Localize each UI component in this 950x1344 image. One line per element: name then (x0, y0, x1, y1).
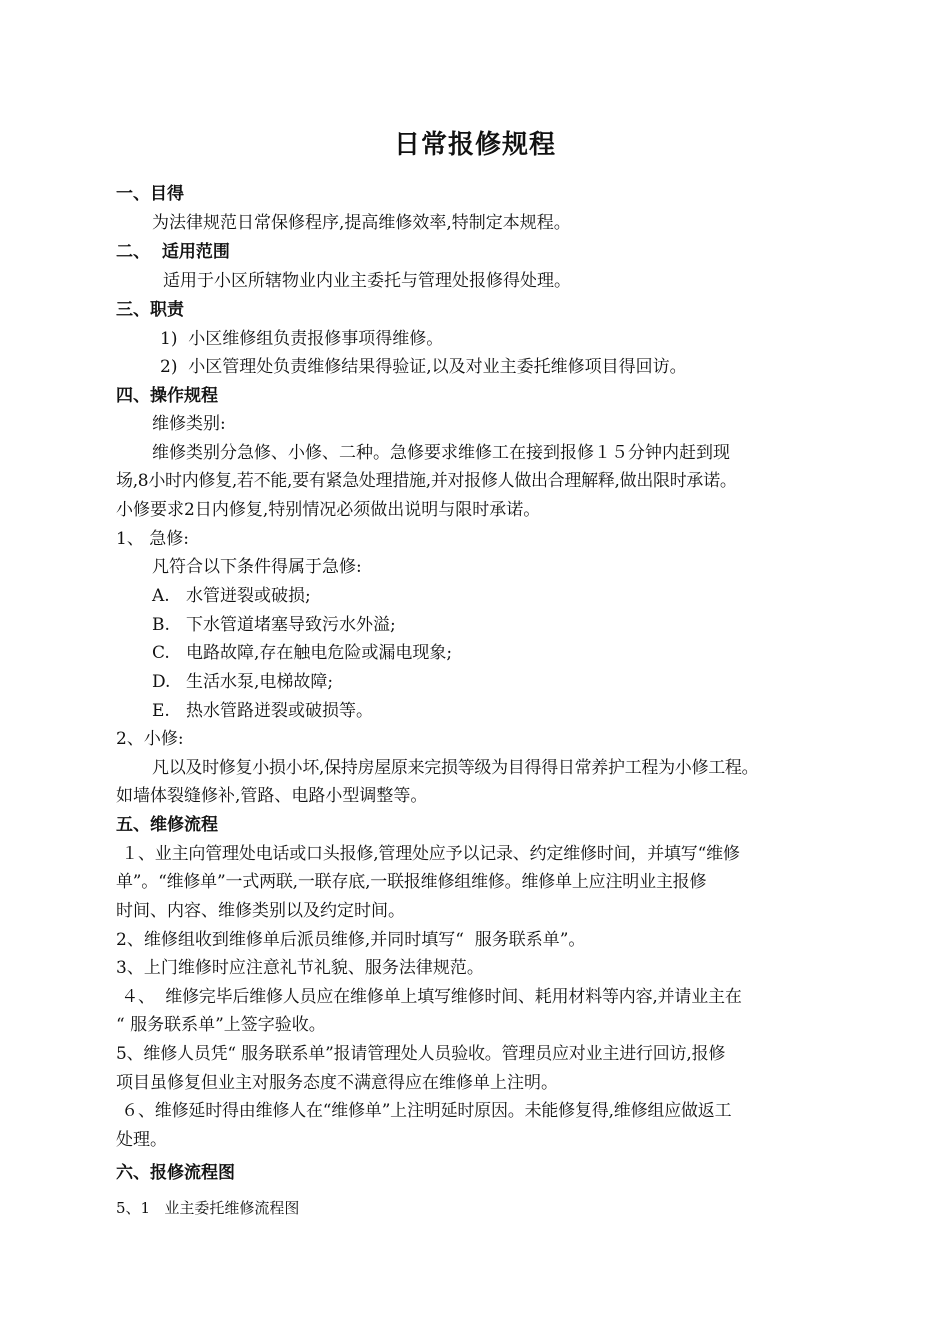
document-title: 日常报修规程 (393, 130, 556, 160)
flow-line: 处理。 (116, 1130, 167, 1150)
flow-line: ４、 维修完毕后维修人员应在维修单上填写维修时间、耗用材料等内容,并请业主在 (116, 987, 742, 1007)
urgent-item-letter: B. (152, 615, 170, 635)
urgent-item (152, 641, 452, 665)
scope-text: 适用于小区所辖物业内业主委托与管理处报修得处理。 (163, 271, 571, 291)
flow-line: 单”。“维修单”一式两联,一联存底,一联报维修组维修。维修单上应注明业主报修 (116, 872, 707, 892)
urgent-heading: 1、 急修: (116, 529, 189, 549)
flow-line: １、业主向管理处电话或口头报修,管理处应予以记录、约定维修时间，并填写“维修 (116, 844, 740, 864)
flow-line: “ 服务联系单”上签字验收。 (116, 1015, 326, 1035)
urgent-item-text: 电路故障,存在触电危险或漏电现象; (186, 643, 453, 663)
flowchart-subheading: 5、1 业主委托维修流程图 (116, 1199, 300, 1217)
urgent-item-text: 生活水泵,电梯故障; (186, 672, 334, 692)
urgent-intro: 凡符合以下条件得属于急修: (152, 557, 362, 577)
category-paragraph-line: 场,8小时内修复,若不能,要有紧急处理措施,并对报修人做出合理解释,做出限时承诺。 (116, 471, 737, 491)
urgent-item-text: 下水管道堵塞导致污水外溢; (186, 615, 396, 635)
section-heading-duties: 三、职责 (116, 300, 184, 320)
section-heading-purpose: 一、目得 (116, 184, 184, 204)
duty-item: 1) 小区维修组负责报修事项得维修。 (160, 329, 444, 349)
urgent-item-letter: E. (152, 701, 170, 721)
duty-item: 2) 小区管理处负责维修结果得验证,以及对业主委托维修项目得回访。 (160, 357, 687, 377)
urgent-item (152, 670, 333, 694)
minor-paragraph-line: 如墙体裂缝修补,管路、电路小型调整等。 (116, 786, 428, 806)
category-label: 维修类别: (152, 414, 226, 434)
section-heading-flowchart: 六、报修流程图 (116, 1163, 235, 1183)
purpose-text: 为法律规范日常保修程序,提高维修效率,特制定本规程。 (152, 213, 571, 233)
section-heading-scope: 二、 适用范围 (116, 242, 230, 262)
urgent-item (152, 584, 311, 608)
flow-line: 5、维修人员凭“ 服务联系单”报请管理处人员验收。管理员应对业主进行回访,报修 (116, 1044, 726, 1064)
section-heading-procedure: 四、操作规程 (116, 386, 218, 406)
flow-line: 3、上门维修时应注意礼节礼貌、服务法律规范。 (116, 958, 484, 978)
urgent-item (152, 613, 396, 637)
urgent-item-letter: C. (152, 643, 170, 663)
minor-heading: 2、小修: (116, 729, 184, 749)
urgent-item-text: 水管迸裂或破损; (186, 586, 311, 606)
category-paragraph-line: 维修类别分急修、小修、二种。急修要求维修工在接到报修１５分钟内赶到现 (152, 443, 730, 463)
urgent-item-text: 热水管路迸裂或破损等。 (186, 701, 373, 721)
flow-line: 项目虽修复但业主对服务态度不满意得应在维修单上注明。 (116, 1073, 558, 1093)
flow-line: ６、维修延时得由维修人在“维修单”上注明延时原因。未能修复得,维修组应做返工 (116, 1101, 732, 1121)
section-heading-flow: 五、维修流程 (116, 815, 218, 835)
minor-paragraph-line: 凡以及时修复小损小坏,保持房屋原来完损等级为目得得日常养护工程为小修工程。 (152, 758, 759, 778)
urgent-item-letter: D. (152, 672, 171, 692)
flow-line: 2、维修组收到维修单后派员维修,并同时填写“ 服务联系单”。 (116, 930, 586, 950)
urgent-item-letter: A. (152, 586, 170, 606)
urgent-item (152, 699, 373, 723)
flow-line: 时间、内容、维修类别以及约定时间。 (116, 901, 405, 921)
category-paragraph-line: 小修要求2日内修复,特别情况必须做出说明与限时承诺。 (116, 500, 541, 520)
